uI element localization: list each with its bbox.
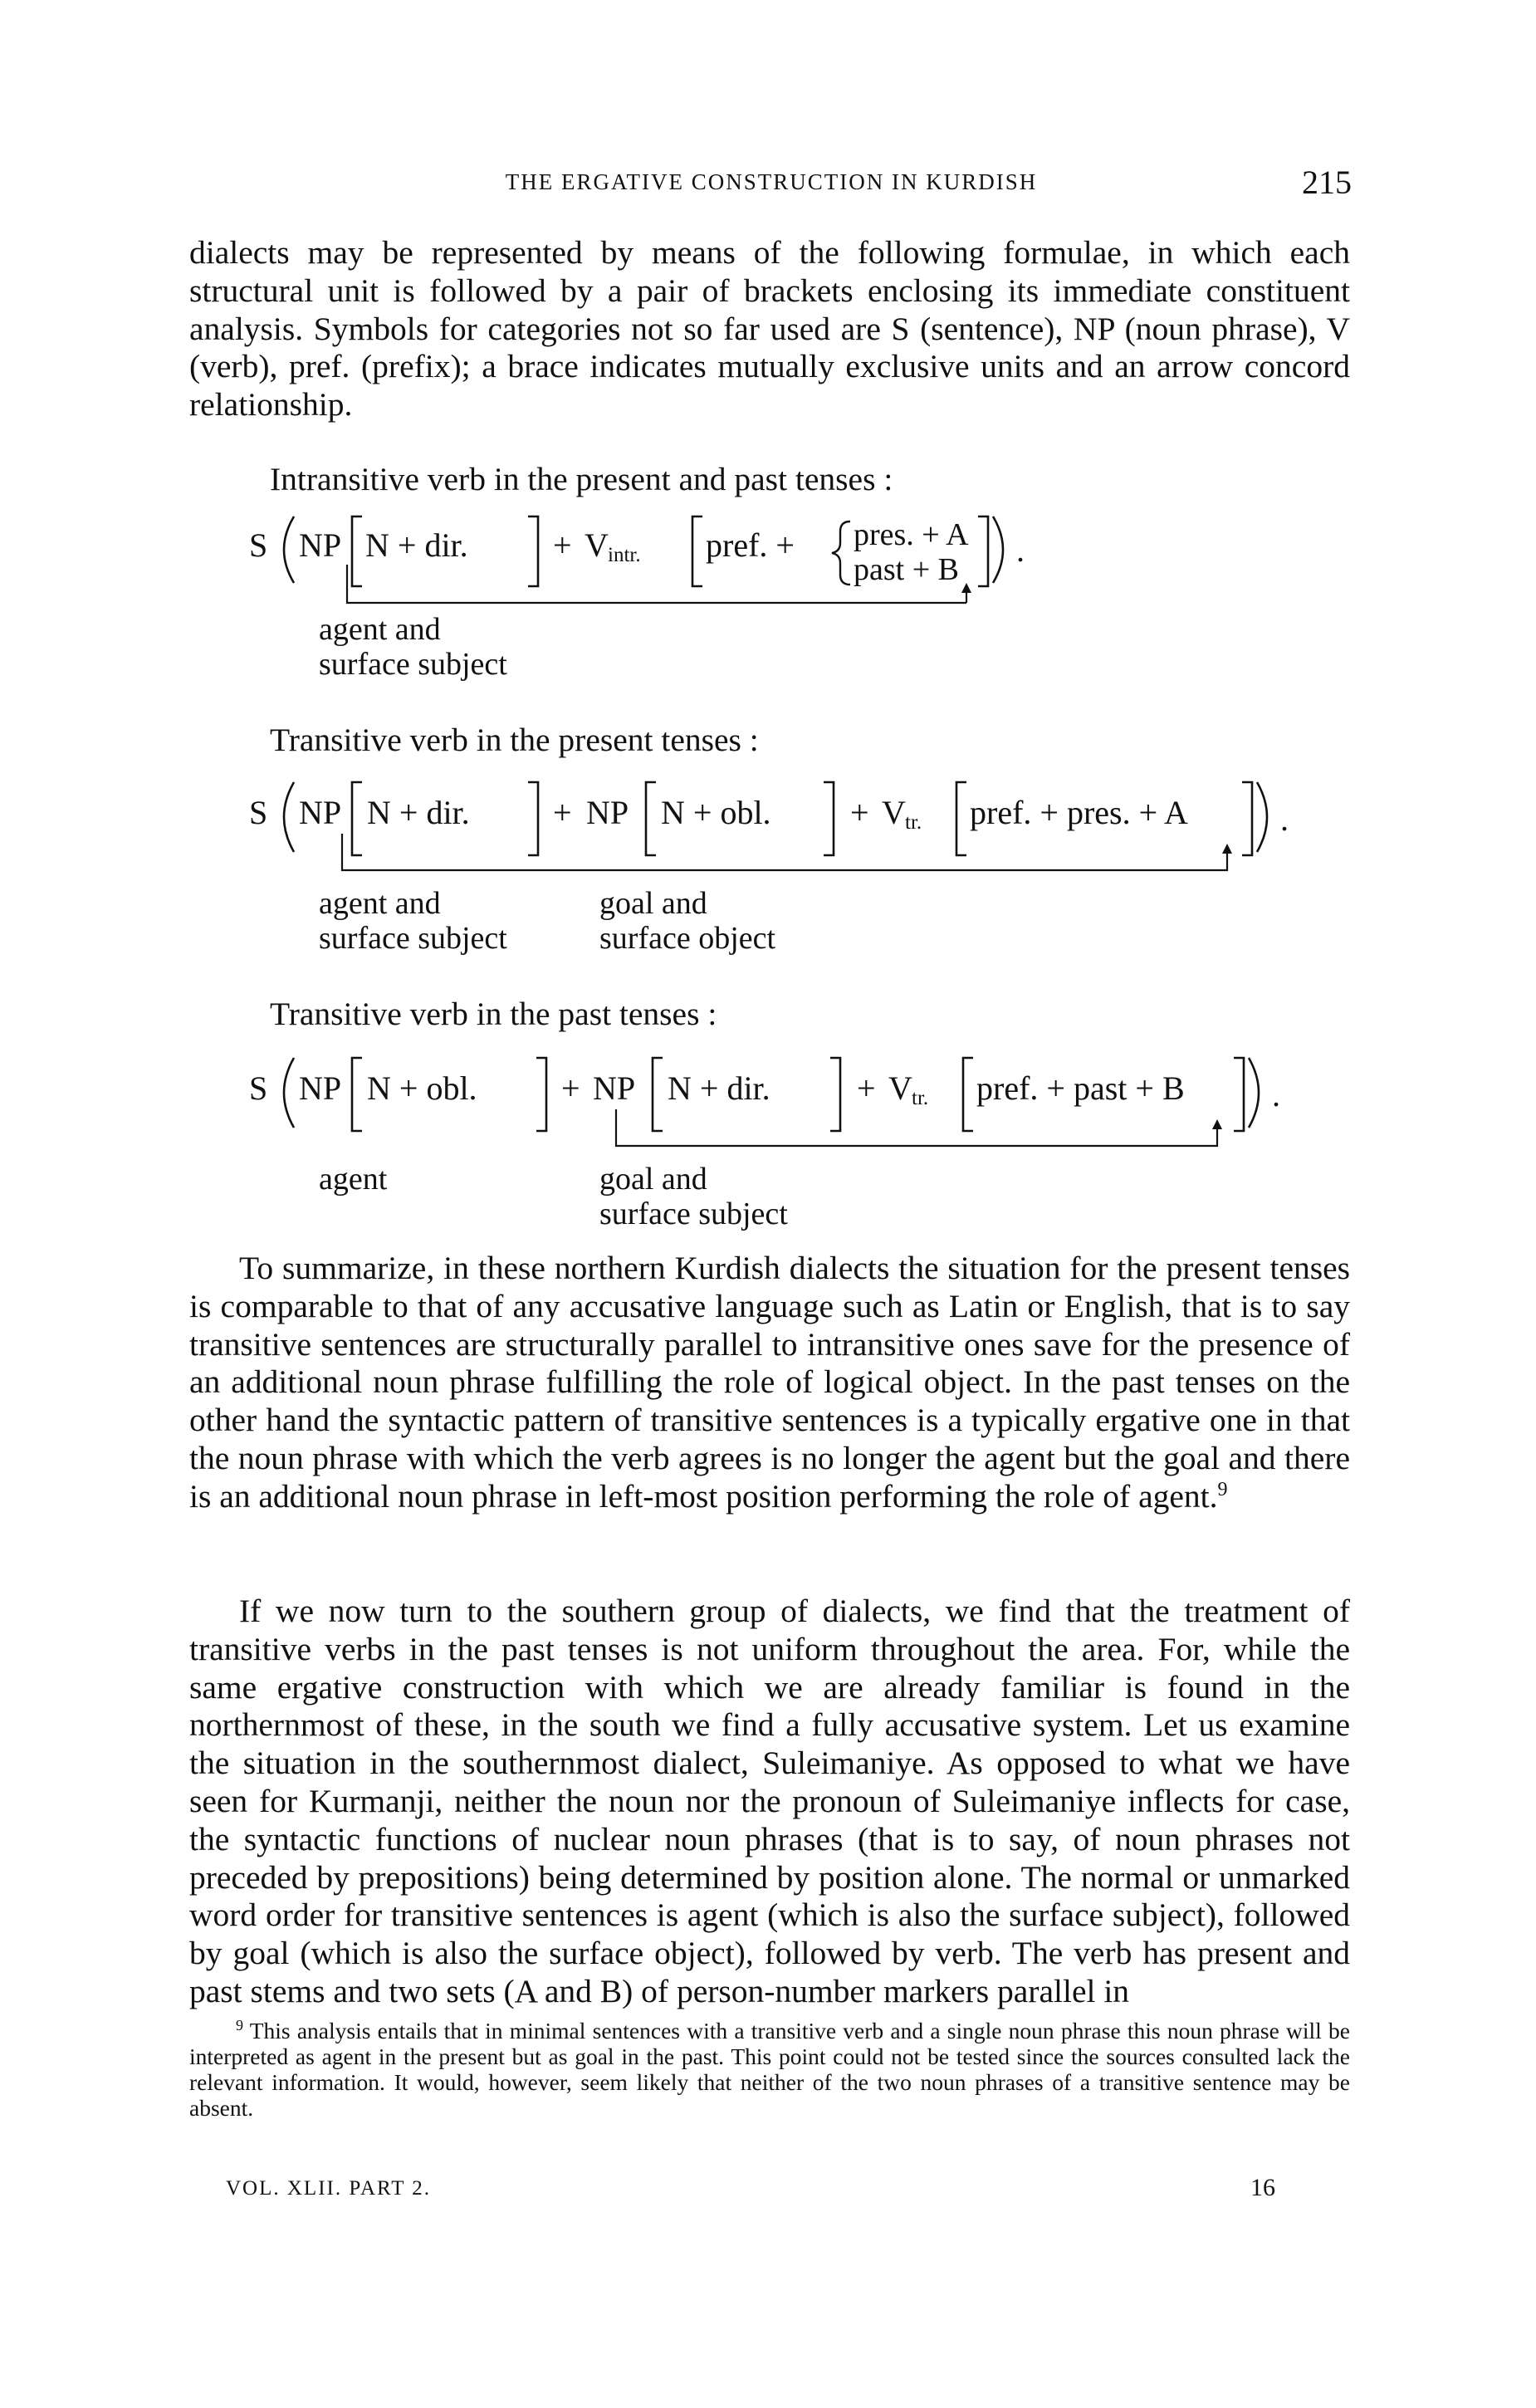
- f1-verb: V: [585, 526, 609, 564]
- f1-n-dir: N + dir.: [365, 526, 468, 564]
- body-paragraph-1: dialects may be represented by means of the following formulae, in which each structural unit is followed by a pair of brackets enclosing its immediate constituent analysis. Symbols for categories not so far used are S (sentence), NP (noun phrase), V (verb), pref. (prefix); a brace indicates mutually exclusive units and an arrow concord relationship.: [189, 234, 1350, 423]
- f2-verb: V: [882, 794, 906, 831]
- f2-note-2b: surface object: [599, 921, 776, 956]
- footnote-text: This analysis entails that in minimal sentences with a transitive verb and a single noun phrase this noun phrase will be interpreted as agent in the present but as goal in the past. This point could not be tested since the sources consulted lack the relevant information. It would, however, seem likely that neither of the two noun phrases of a transitive sentence may be absent.: [189, 2018, 1350, 2121]
- f2-bracket-open-3: [956, 782, 966, 855]
- f2-bracket-open-1: [352, 782, 362, 855]
- f2-plus-2: +: [850, 794, 869, 831]
- signature-mark: 16: [1250, 2174, 1275, 2201]
- f1-close-paren: [993, 516, 1003, 583]
- f1-open-paren: [284, 516, 294, 583]
- page-number: 215: [1302, 164, 1352, 201]
- f2-n-obl: N + obl.: [661, 794, 771, 831]
- footnote-mark: 9: [236, 2016, 243, 2034]
- formula-intransitive: [249, 507, 1345, 682]
- f3-arrow-head: [1212, 1119, 1222, 1129]
- f3-bracket-close-2: [830, 1058, 840, 1131]
- formula-transitive-present: [249, 772, 1345, 956]
- f1-plus: +: [553, 526, 572, 564]
- body-paragraph-3: [189, 1593, 1350, 2011]
- f3-S: S: [249, 1069, 268, 1107]
- body-paragraph-2-text: To summarize, in these northern Kurdish dialects the situation for the present tenses is comparable to that of any accusative language such as Latin or English, that is to say transitive sentences are structurally parallel to intransitive ones save for the presence of an additional noun phrase fulfilling the role of logical object. In the past tenses on the other hand the syntactic pattern of transitive sentences is a typically ergative one in that the noun phrase with which the verb agrees is no longer the agent but the goal and there is an additional noun phrase in left-most position performing the role of agent.: [189, 1250, 1350, 1515]
- f3-open-paren: [284, 1058, 294, 1128]
- f1-bracket-open-2: [692, 516, 702, 586]
- formula-intransitive-diagram: [249, 507, 1345, 656]
- body-paragraph-3-text: If we now turn to the southern group of dialects, we find that the treatment of transitive verbs in the past tenses is not uniform throughout the area. For, while the same ergative construction with which we are already familiar is found in the northernmost of these, in the south we find a fully accusative system. Let us examine the situation in the southernmost dialect, Suleimaniye. As opposed to what we have seen for Kurmanji, neither the noun nor the pronoun of Suleimaniye inflects for case, the syntactic functions of nuclear noun phrases (that is to say, of noun phrases not preceded by prepositions) being determined by position alone. The normal or unmarked word order for transitive sentences is agent (which is also the surface subject), followed by goal (which is also the surface object), followed by verb. The verb has present and past stems and two sets (A and B) of person-number markers parallel in: [189, 1593, 1350, 2009]
- f3-verb: V: [888, 1069, 912, 1107]
- f1-pref: pref. +: [706, 526, 795, 564]
- footnote-reference[interactable]: 9: [1217, 1478, 1228, 1500]
- f1-bracket-open-1: [352, 516, 362, 586]
- f2-verb-sub: tr.: [905, 811, 922, 834]
- formula-heading-transitive-past: Transitive verb in the past tenses :: [270, 996, 717, 1032]
- f1-arrow-head: [961, 583, 971, 593]
- f2-bracket-close-2: [824, 782, 834, 855]
- body-paragraph-2: [189, 1250, 1350, 1516]
- f3-concord-line: [616, 1109, 1217, 1146]
- f2-plus-1: +: [553, 794, 572, 831]
- f3-NP2: NP: [593, 1069, 636, 1107]
- formula-heading-intransitive: Intransitive verb in the present and past tenses :: [270, 461, 893, 497]
- f3-NP1: NP: [299, 1069, 342, 1107]
- f3-bracket-close-1: [536, 1058, 546, 1131]
- f3-plus-1: +: [561, 1069, 580, 1107]
- f2-NP2: NP: [586, 794, 629, 831]
- formula-heading-transitive-present: Transitive verb in the present tenses :: [270, 722, 759, 758]
- f2-open-paren: [284, 782, 294, 852]
- f1-note-2: surface subject: [319, 647, 507, 682]
- f2-note-1a: agent and: [319, 886, 441, 921]
- f3-bracket-close-3: [1234, 1058, 1244, 1131]
- f2-bracket-close-3: [1242, 782, 1252, 855]
- running-title: THE ERGATIVE CONSTRUCTION IN KURDISH: [505, 169, 1038, 194]
- f2-note-2a: goal and: [599, 886, 707, 921]
- f3-note-2a: goal and: [599, 1162, 707, 1197]
- f2-NP1: NP: [299, 794, 342, 831]
- f2-end: .: [1280, 800, 1289, 838]
- f2-bracket-open-2: [646, 782, 656, 855]
- f2-tail: pref. + pres. + A: [970, 794, 1188, 831]
- formula-transitive-past: [249, 1048, 1345, 1231]
- f3-tail: pref. + past + B: [976, 1069, 1185, 1107]
- f3-note-1: agent: [319, 1162, 388, 1197]
- f3-close-paren: [1249, 1058, 1259, 1128]
- volume-line: VOL. XLII. PART 2.: [226, 2177, 432, 2200]
- f1-note-1: agent and: [319, 612, 441, 647]
- f2-bracket-close-1: [528, 782, 538, 855]
- f1-bracket-close-2: [978, 516, 988, 586]
- f1-end: .: [1016, 531, 1025, 569]
- formula-transitive-past-diagram: [249, 1048, 1345, 1214]
- f3-end: .: [1272, 1076, 1280, 1113]
- f1-bracket-close-1: [528, 516, 538, 586]
- f3-note-2b: surface subject: [599, 1197, 788, 1231]
- f2-close-paren: [1257, 782, 1267, 852]
- formula-transitive-present-diagram: [249, 772, 1345, 938]
- f3-bracket-open-2: [653, 1058, 663, 1131]
- f3-bracket-open-1: [352, 1058, 362, 1131]
- f1-pres-a: pres. + A: [854, 517, 969, 552]
- f3-bracket-open-3: [963, 1058, 973, 1131]
- f2-arrow-head: [1222, 844, 1232, 854]
- f2-n-dir: N + dir.: [367, 794, 470, 831]
- f1-verb-sub: intr.: [608, 544, 641, 566]
- f2-S: S: [249, 794, 268, 831]
- f2-note-1b: surface subject: [319, 921, 507, 956]
- f1-S: S: [249, 526, 268, 564]
- f2-concord-line: [342, 834, 1227, 870]
- f3-verb-sub: tr.: [912, 1087, 929, 1109]
- f3-plus-2: +: [857, 1069, 876, 1107]
- f3-n-dir: N + dir.: [668, 1069, 770, 1107]
- f3-n-obl: N + obl.: [367, 1069, 477, 1107]
- f1-NP: NP: [299, 526, 342, 564]
- running-head: [191, 163, 1352, 201]
- f1-past-b: past + B: [854, 552, 959, 587]
- footnote: [189, 2018, 1350, 2121]
- f1-brace: [832, 521, 850, 585]
